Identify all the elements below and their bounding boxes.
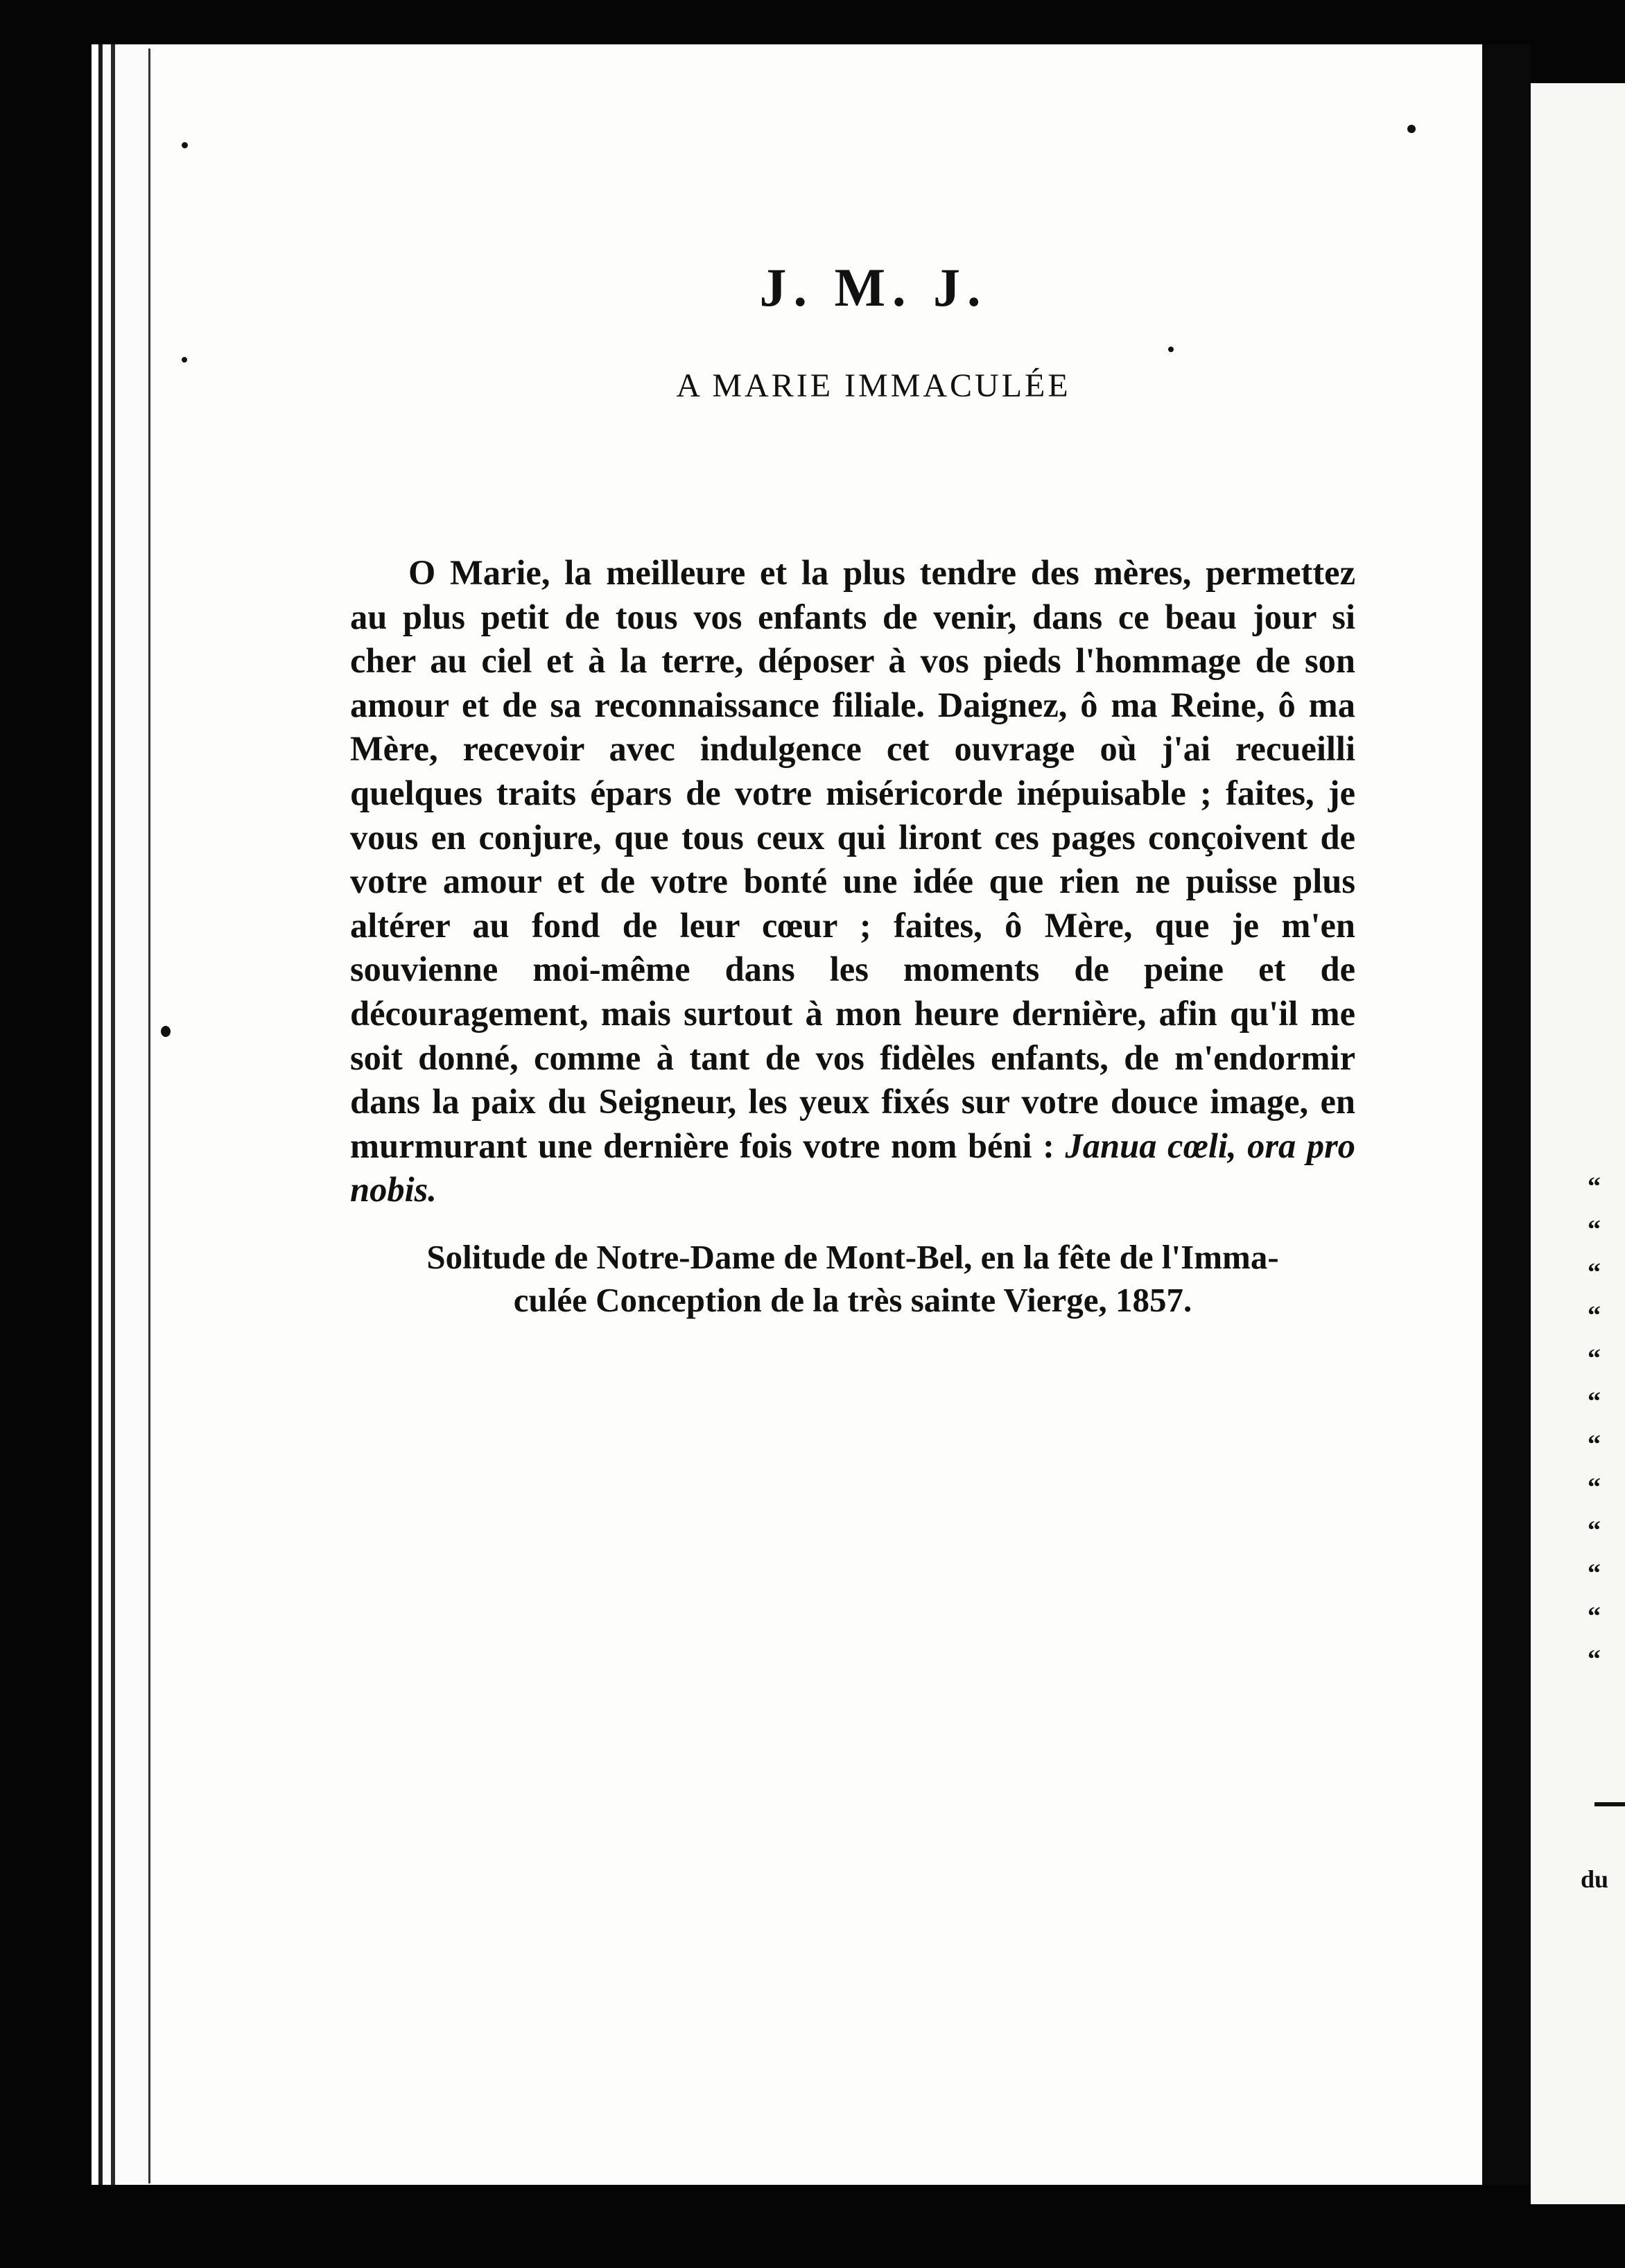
- scan-speck: [161, 1026, 171, 1037]
- facing-page-quote-mark: “: [1588, 1473, 1601, 1502]
- facing-page-quote-mark: “: [1588, 1430, 1601, 1459]
- prayer-text: O Marie, la meilleure et la plus tendre des mères, permettez au plus petit de tous vos enfants de venir, dans ce beau jour si cher au ciel et à la terre, déposer à vos pieds l'hommage de son amour et de sa reconnaissance filiale. Daignez, ô ma Reine, ô ma Mère, recevoir avec indulgence cet ouvrage où j'ai recueilli quelques traits épars de votre miséricorde inépuisable ; faites, je vous en conjure, que tous ceux qui liront ces pages conçoivent de votre amour et de votre bonté une idée que rien ne puisse plus altérer au fond de leur cœur ; faites, ô Mère, que je m'en souvienne moi-même dans les moments de peine et de découragement, mais surtout à mon heure dernière, afin qu'il me soit donné, comme à tant de vos fidèles enfants, de m'endormir dans la paix du Seigneur, les yeux fixés sur votre douce image, en murmurant une dernière fois votre nom béni :: [350, 553, 1355, 1165]
- facing-page-quote-mark: “: [1588, 1559, 1601, 1588]
- page-initials: J. M. J.: [759, 257, 988, 317]
- facing-page-edge: [1531, 83, 1625, 2204]
- closing-line-2: culée Conception de la très sainte Vierge, 1857.: [513, 1280, 1192, 1319]
- page-content: [350, 246, 1355, 1322]
- book-binding-shadow: [1482, 44, 1531, 2185]
- page-left-edge: [92, 44, 151, 2185]
- facing-page-quote-mark: “: [1588, 1172, 1601, 1201]
- facing-page-quote-mark: “: [1588, 1645, 1601, 1674]
- facing-page-quote-mark: “: [1588, 1258, 1601, 1287]
- facing-page-quote-mark: “: [1588, 1602, 1601, 1631]
- prayer-paragraph: [350, 551, 1355, 1212]
- facing-page-quote-mark: “: [1588, 1516, 1601, 1545]
- facing-page-quote-mark: “: [1588, 1215, 1601, 1244]
- facing-page-rule: [1594, 1802, 1625, 1806]
- facing-page-quote-mark: “: [1588, 1301, 1601, 1330]
- facing-page-quote-mark: “: [1588, 1344, 1601, 1373]
- facing-page-fragment: du: [1581, 1865, 1609, 1893]
- scan-speck: [182, 357, 187, 363]
- latin-invocation: Janua cœli, ora pro nobis.: [350, 1126, 1356, 1210]
- scan-speck: [1407, 125, 1416, 133]
- closing-line-1: Solitude de Notre-Dame de Mont-Bel, en la fête de l'Imma-: [426, 1237, 1279, 1276]
- facing-page-quote-mark: “: [1588, 1387, 1601, 1416]
- scan-speck: [182, 142, 188, 148]
- dedication-heading: A MARIE IMMACULÉE: [676, 367, 1071, 404]
- page-edge-line: [148, 49, 150, 2183]
- closing-attribution: [350, 1236, 1355, 1322]
